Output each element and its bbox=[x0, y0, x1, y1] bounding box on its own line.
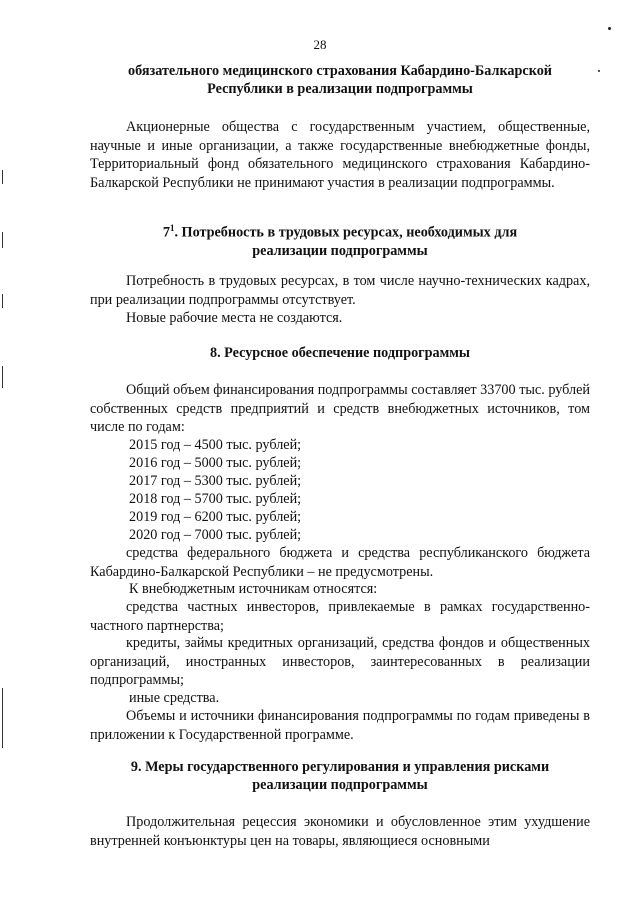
credits-paragraph: кредиты, займы кредитных организаций, средства фондов и общественных организаций, иностранных инвесторов, заинтересованных в реализации подпрограммы; bbox=[90, 635, 590, 689]
section-8-title: 8. Ресурсное обеспечение подпрограммы bbox=[209, 345, 471, 361]
other-line: иные средства. bbox=[129, 690, 220, 706]
margin-mark bbox=[2, 294, 3, 308]
margin-mark bbox=[2, 366, 3, 388]
section-7-line-2: Новые рабочие места не создаются. bbox=[126, 310, 343, 326]
paragraph-1: Акционерные общества с государственным участием, общественные, научные и иные организации, а также государственные внебюджетные фонды, Территориальный фонд обязательного медицинского страхования Кабардино-Балкарской Республики не принимают участия в реализации подпрограммы. bbox=[90, 119, 590, 191]
section-7-title bbox=[90, 219, 590, 260]
volumes-paragraph: Объемы и источники финансирования подпрограммы по годам приведены в приложении к Государственной программе. bbox=[90, 708, 590, 743]
private-paragraph: средства частных инвесторов, привлекаемые в рамках государственно-частного партнерства; bbox=[90, 599, 590, 634]
year-line: 2019 год – 6200 тыс. рублей; bbox=[129, 509, 302, 525]
heading-top-line1: обязательного медицинского страхования Кабардино-Балкарской bbox=[128, 63, 552, 79]
year-line: 2020 год – 7000 тыс. рублей; bbox=[129, 527, 302, 543]
section-9-title-line1: 9. Меры государственного регулирования и управления рисками bbox=[130, 759, 550, 775]
scan-dot-top bbox=[608, 27, 611, 30]
year-line: 2017 год – 5300 тыс. рублей; bbox=[129, 473, 302, 489]
section-7-title-line2: реализации подпрограммы bbox=[252, 242, 428, 259]
heading-top-line2: Республики в реализации подпрограммы bbox=[207, 81, 473, 97]
page-number: 28 bbox=[313, 37, 327, 52]
margin-mark bbox=[2, 232, 3, 248]
year-line: 2018 год – 5700 тыс. рублей; bbox=[129, 491, 302, 507]
section-7-title-line1: . Потребность в трудовых ресурсах, необходимых для bbox=[174, 224, 518, 241]
section-9-paragraph: Продолжительная рецессия экономики и обусловленное этим ухудшение внутренней конъюнктуры цен на товары, являющиеся основными bbox=[90, 814, 590, 849]
sources-intro: К внебюджетным источникам относятся: bbox=[129, 581, 378, 597]
heading-top bbox=[90, 62, 590, 98]
margin-mark bbox=[2, 170, 3, 184]
year-line: 2016 год – 5000 тыс. рублей; bbox=[129, 455, 302, 471]
scan-dot-mid bbox=[598, 70, 600, 72]
section-9-title-line2: реализации подпрограммы bbox=[252, 777, 428, 793]
section-8-paragraph: Общий объем финансирования подпрограммы составляет 33700 тыс. рублей собственных средств предприятий и средств внебюджетных источников, том числе по годам: bbox=[90, 382, 590, 436]
section-9-title bbox=[90, 758, 590, 794]
section-7-paragraph: Потребность в трудовых ресурсах, в том числе научно-технических кадрах, при реализации подпрограммы отсутствует. bbox=[90, 273, 590, 308]
federal-paragraph: средства федерального бюджета и средства республиканского бюджета Кабардино-Балкарской Республики – не предусмотрены. bbox=[90, 545, 590, 580]
section-7-sup: 1 bbox=[169, 223, 175, 233]
margin-mark bbox=[2, 688, 3, 748]
section-7-number: 7 bbox=[162, 224, 170, 241]
year-line: 2015 год – 4500 тыс. рублей; bbox=[129, 437, 302, 453]
